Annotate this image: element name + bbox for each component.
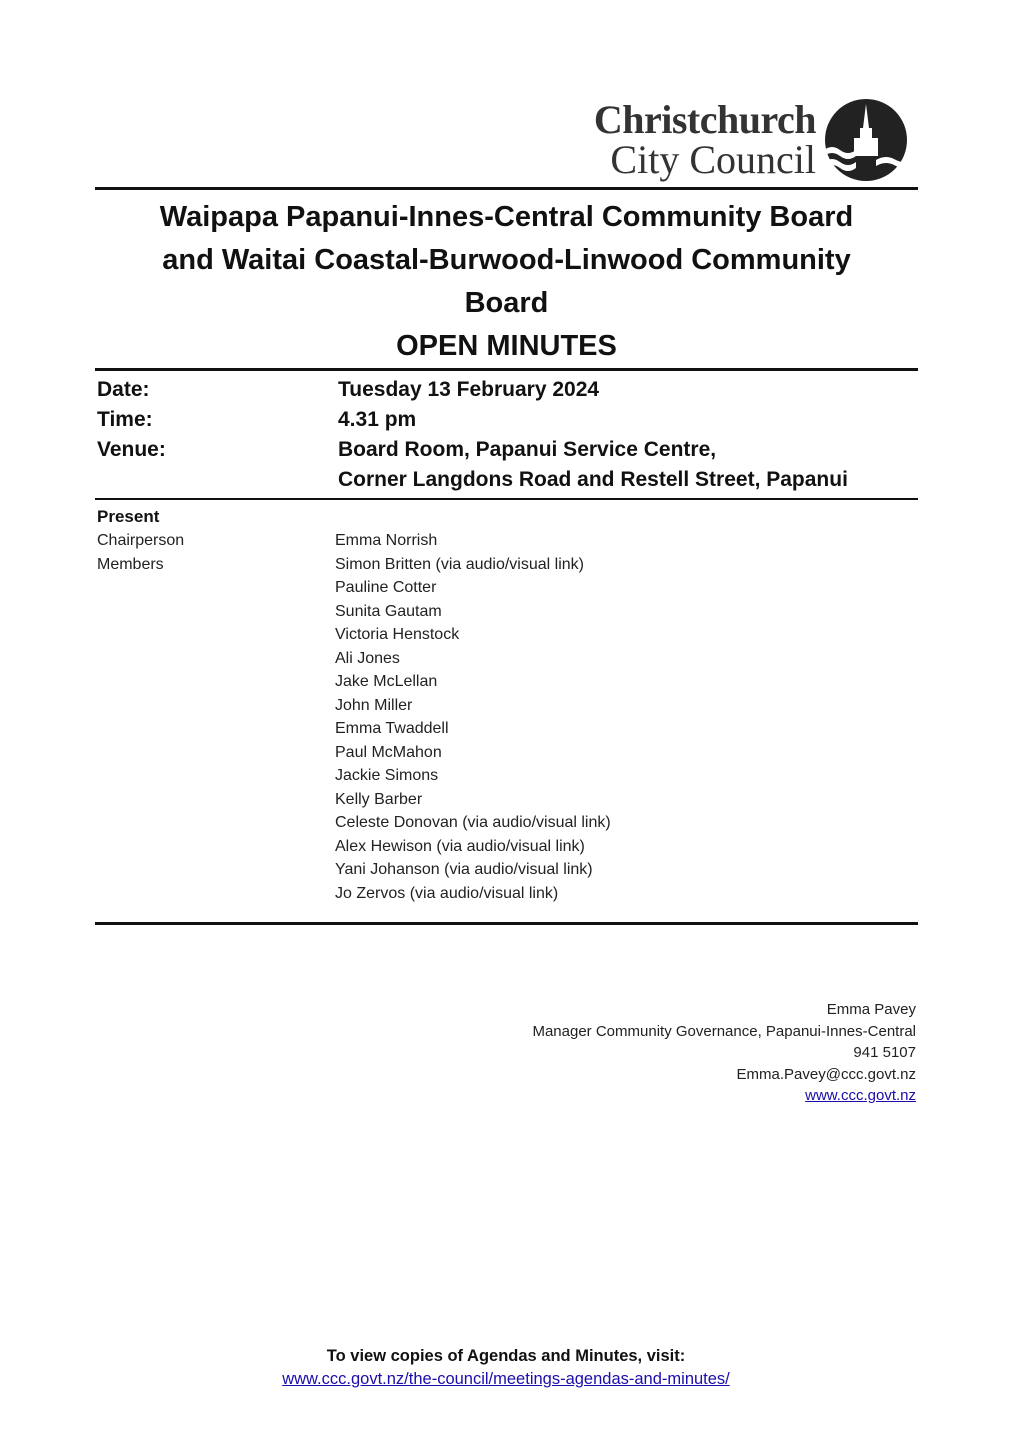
title-line-4: OPEN MINUTES	[396, 330, 617, 362]
list-item: Kelly Barber	[335, 790, 423, 808]
venue-label: Venue:	[97, 438, 166, 461]
list-item: Sunita Gautam	[335, 602, 442, 620]
present-divider	[95, 922, 918, 925]
list-item: Simon Britten (via audio/visual link)	[335, 555, 584, 573]
logo-text-line1: Christchurch	[593, 97, 816, 142]
venue-line-2: Corner Langdons Road and Restell Street, Papanui	[338, 468, 848, 491]
time-value: 4.31 pm	[338, 408, 417, 431]
contact-block	[532, 999, 916, 1107]
list-item: Celeste Donovan (via audio/visual link)	[335, 814, 611, 831]
present-heading: Present	[97, 507, 160, 526]
list-item: Victoria Henstock	[335, 626, 460, 643]
title-line-3: Board	[464, 287, 549, 319]
contact-role: Manager Community Governance, Papanui-Innes-Central	[532, 1022, 916, 1040]
title-line-1: Waipapa Papanui-Innes-Central Community Board	[159, 201, 854, 233]
list-item: Emma Norrish	[335, 532, 438, 549]
time-label: Time:	[97, 408, 153, 431]
council-logo	[560, 96, 916, 184]
date-label: Date:	[97, 378, 150, 401]
council-website-link[interactable]: www.ccc.govt.nz	[805, 1087, 916, 1104]
contact-email: Emma.Pavey@ccc.govt.nz	[736, 1065, 916, 1083]
minutes-url-link[interactable]: www.ccc.govt.nz/the-council/meetings-agendas-and-minutes/	[282, 1370, 730, 1388]
document-title	[95, 196, 918, 368]
chairperson-label: Chairperson	[97, 532, 185, 549]
list-item: Jake McLellan	[335, 673, 438, 690]
list-item: John Miller	[335, 696, 413, 714]
list-item: Pauline Cotter	[335, 579, 437, 596]
attendee-list	[335, 529, 611, 905]
list-item: Alex Hewison (via audio/visual link)	[335, 837, 585, 855]
date-value: Tuesday 13 February 2024	[338, 378, 600, 401]
title-divider	[95, 368, 918, 371]
members-label: Members	[97, 555, 164, 573]
top-divider	[95, 187, 918, 190]
list-item: Emma Twaddell	[335, 720, 449, 737]
list-item: Yani Johanson (via audio/visual link)	[335, 861, 593, 878]
contact-name: Emma Pavey	[826, 1001, 916, 1018]
list-item: Jo Zervos (via audio/visual link)	[335, 884, 559, 902]
list-item: Jackie Simons	[335, 767, 439, 784]
list-item: Paul McMahon	[335, 743, 442, 761]
footer	[0, 1345, 1012, 1391]
footer-heading: To view copies of Agendas and Minutes, visit:	[326, 1347, 686, 1365]
details-divider	[95, 498, 918, 500]
title-line-2: and Waitai Coastal-Burwood-Linwood Community	[162, 244, 851, 276]
contact-phone: 941 5107	[853, 1044, 916, 1061]
logo-text-line2: City Council	[610, 137, 816, 182]
list-item: Ali Jones	[335, 649, 400, 667]
cathedral-logo-icon	[820, 98, 912, 182]
venue-line-1: Board Room, Papanui Service Centre,	[338, 438, 717, 461]
